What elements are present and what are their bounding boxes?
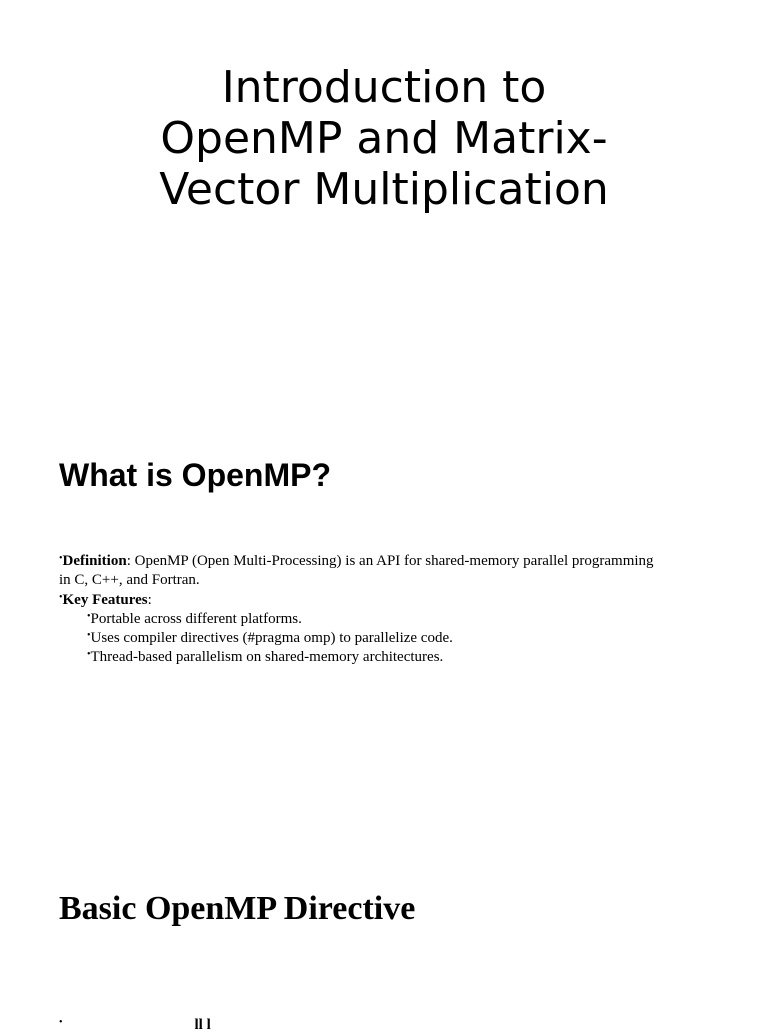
section-heading-what-is-openmp: What is OpenMP? xyxy=(59,457,331,493)
list-item-feature xyxy=(59,648,709,667)
section-heading-basic-directive: Basic OpenMP Directive xyxy=(59,890,416,927)
bullet-glyph: • xyxy=(59,1017,63,1028)
title-line-2: OpenMP and Matrix- xyxy=(160,113,608,164)
definition-text-continued: in C, C++, and Fortran. xyxy=(59,572,200,589)
bullet-list xyxy=(59,552,709,668)
feature-text: Thread-based parallelism on shared-memory architectures. xyxy=(90,649,444,666)
definition-text: : OpenMP (Open Multi-Processing) is an API for shared-memory parallel programming xyxy=(126,553,654,569)
bullet-glyph: • xyxy=(59,553,63,564)
key-features-colon: : xyxy=(147,591,152,608)
list-item-definition-continued xyxy=(59,571,709,590)
list-item-key-features xyxy=(59,591,709,610)
definition-term: Definition xyxy=(62,553,127,569)
bullet-glyph: • xyxy=(87,610,91,622)
list-item-feature xyxy=(59,629,709,648)
cut-off-bullet-list xyxy=(59,1016,709,1035)
title-line-1: Introduction to xyxy=(221,62,547,113)
bullet-glyph: • xyxy=(87,649,91,661)
feature-text: Uses compiler directives (#pragma omp) to parallelize code. xyxy=(90,630,453,647)
key-features-term: Key Features xyxy=(62,591,148,608)
bullet-glyph: • xyxy=(87,630,91,642)
slide-title xyxy=(0,62,768,215)
feature-text: Portable across different platforms. xyxy=(90,610,302,627)
title-line-3: Vector Multiplication xyxy=(159,164,609,215)
cut-off-bullet-text: ll l xyxy=(194,1017,211,1033)
list-item-definition xyxy=(59,552,709,571)
list-item-feature xyxy=(59,610,709,629)
bullet-glyph: • xyxy=(59,591,63,603)
